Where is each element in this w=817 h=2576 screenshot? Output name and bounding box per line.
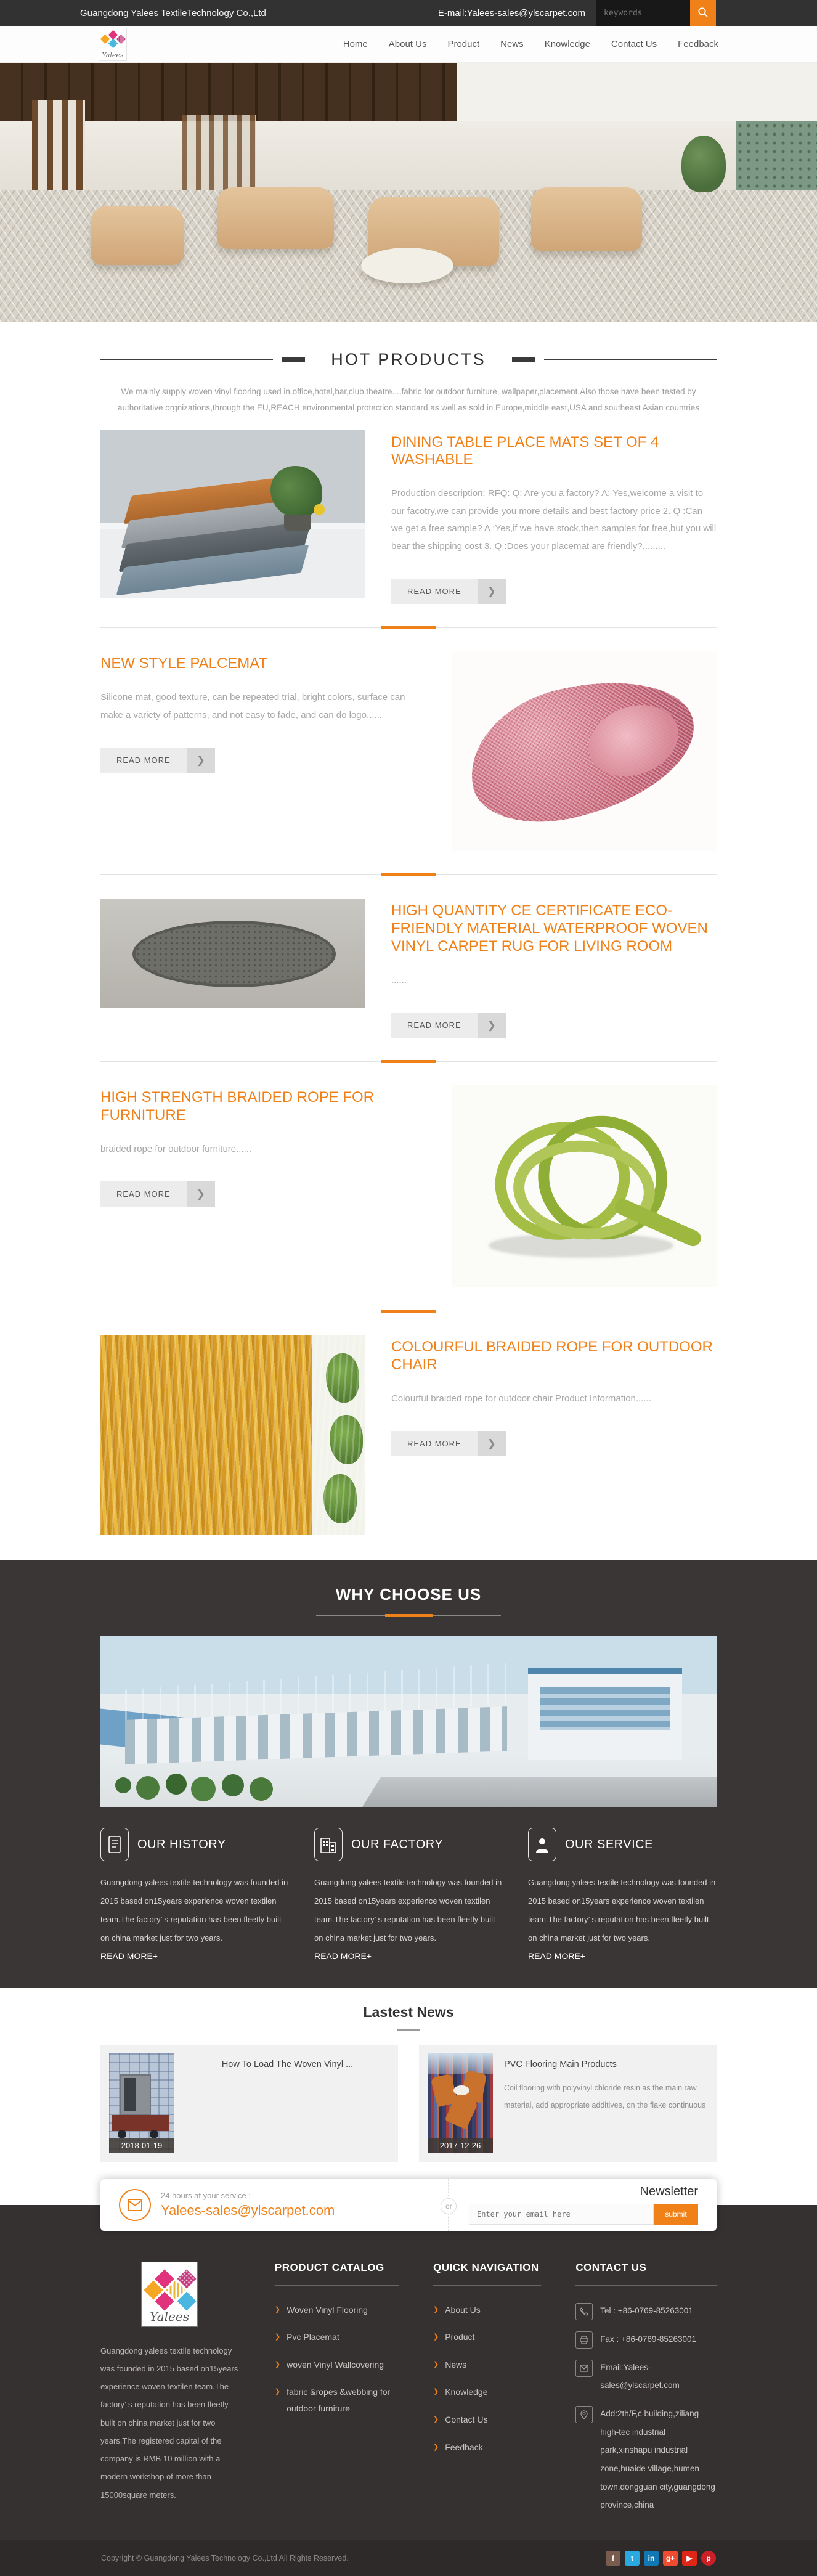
section-divider	[100, 626, 717, 629]
footer-link-label: News	[445, 2359, 467, 2370]
twitter-icon[interactable]: t	[625, 2551, 640, 2566]
copyright-bar	[0, 2540, 817, 2576]
header-email[interactable]: E-mail:Yalees-sales@ylscarpet.com	[437, 7, 585, 18]
product-info	[391, 430, 717, 605]
newsletter-email-input[interactable]	[469, 2204, 654, 2225]
chevron-right-icon: ❯	[433, 2388, 439, 2396]
service-label: 24 hours at your service :	[161, 2191, 251, 2201]
read-more-plus-link[interactable]: READ MORE+	[528, 1950, 585, 1961]
news-card[interactable]	[100, 2045, 398, 2162]
chevron-right-icon: ❯	[478, 579, 506, 604]
product-title[interactable]: DINING TABLE PLACE MATS SET OF 4 WASHABLE	[391, 433, 659, 468]
footer-link-woven-vinyl-wallcovering[interactable]	[275, 2357, 399, 2373]
nav-menu	[343, 39, 718, 49]
why-column-history	[100, 1828, 289, 1962]
footer-link-label: About Us	[445, 2304, 481, 2315]
why-column-factory	[314, 1828, 503, 1962]
product-title[interactable]: HIGH STRENGTH BRAIDED ROPE FOR FURNITURE	[100, 1089, 375, 1123]
logo-text: Yalees	[102, 51, 124, 59]
product-info	[391, 1335, 717, 1535]
footer-link-pvc-placemat[interactable]	[275, 2329, 399, 2346]
news-image-pvc-flooring	[428, 2053, 493, 2153]
latest-news-section	[0, 1988, 817, 2162]
footer-about-column	[100, 2262, 240, 2525]
latest-news-title: Lastest News	[363, 2003, 454, 2020]
why-column-text: Guangdong yalees textile technology was founded in 2015 based on15years experience woven textilen team.The factory’ s reputation has been fleetly built on china market just for two years.	[100, 1878, 288, 1942]
decor-line	[544, 359, 717, 360]
why-column-title: OUR SERVICE	[565, 1837, 653, 1851]
logo-diamond	[116, 34, 126, 44]
art-wheel	[150, 2130, 158, 2138]
product-image-green-braided-rope[interactable]	[452, 1085, 717, 1287]
copyright-text: Copyright © Guangdong Yalees Technology Co.,Ltd All Rights Reserved.	[101, 2554, 349, 2563]
contact-email-text[interactable]: Email:Yalees-sales@ylscarpet.com	[600, 2362, 680, 2391]
art-table	[453, 2085, 469, 2095]
nav-item-product[interactable]: Product	[447, 39, 480, 49]
read-more-button[interactable]	[100, 1181, 215, 1207]
top-bar	[0, 0, 817, 26]
product-row	[100, 651, 717, 851]
company-name: Guangdong Yalees TextileTechnology Co.,Ltd	[80, 7, 266, 18]
nav-item-home[interactable]: Home	[343, 39, 368, 49]
decor-dash	[282, 357, 305, 362]
product-row	[100, 1335, 717, 1535]
footer-product-catalog	[275, 2262, 399, 2525]
news-item-title[interactable]: How To Load The Woven Vinyl ...	[221, 2059, 354, 2069]
product-image-yellow-braided-rope[interactable]	[100, 1335, 365, 1535]
or-divider	[439, 2179, 458, 2231]
chevron-right-icon: ❯	[187, 748, 215, 773]
search-icon	[697, 7, 709, 20]
nav-item-contact-us[interactable]: Contact Us	[611, 39, 657, 49]
person-icon	[528, 1828, 556, 1861]
art-flower	[314, 504, 325, 515]
divider-accent	[381, 1060, 436, 1063]
chevron-right-icon: ❯	[433, 2305, 439, 2313]
product-description: Production description: RFQ: Q: Are you a factory? A: Yes,welcome a visit to our facotry,we can provide you more details and best factory price 2. Q :Can we get a free sample? A :Yes,if we have stock,then samples for free,but you will bear the shipping cost 3. Q :Does your placemat are friendly?.........	[391, 488, 717, 552]
product-title[interactable]: COLOURFUL BRAIDED ROPE FOR OUTDOOR CHAIR	[391, 1339, 713, 1373]
news-body	[185, 2053, 389, 2153]
footer-contact-us	[575, 2262, 717, 2525]
footer-columns	[100, 2262, 717, 2525]
topbar-right	[438, 0, 716, 26]
hot-products-header	[100, 350, 717, 369]
why-columns	[100, 1828, 717, 1962]
contact-tel	[575, 2302, 717, 2320]
footer-link-label: Product	[445, 2332, 475, 2342]
hot-products-title: HOT PRODUCTS	[331, 350, 486, 369]
section-divider	[100, 873, 717, 876]
read-more-button[interactable]	[100, 748, 215, 773]
section-divider	[100, 1310, 717, 1313]
product-description: ......	[391, 974, 407, 985]
news-card[interactable]	[419, 2045, 717, 2162]
footer-link-product[interactable]	[433, 2329, 541, 2346]
news-list	[100, 2045, 717, 2162]
chevron-right-icon: ❯	[187, 1181, 215, 1207]
news-date-badge: 2018-01-19	[109, 2138, 174, 2153]
why-column-title: OUR HISTORY	[137, 1837, 226, 1851]
why-column-service	[528, 1828, 717, 1962]
contact-email	[575, 2358, 717, 2395]
why-column-title: OUR FACTORY	[351, 1837, 444, 1851]
divider-accent	[381, 1310, 436, 1313]
news-image-loading-truck	[109, 2053, 174, 2153]
art-pot	[284, 515, 311, 531]
art-road	[362, 1777, 717, 1807]
hot-products-description: We mainly supply woven vinyl flooring used in office,hotel,bar,club,theatre...,fabric for outdoor furniture, wallpaper,placement.Also those have been tested by authoritative orgnizations,through the EU,REACH environmental protection standard.as well as sold in Europe,middle east,USA and southeast Asian countries	[117, 387, 700, 413]
newsletter-submit-button[interactable]: submit	[654, 2204, 698, 2225]
art-trees	[115, 1777, 131, 1793]
hero-banner	[0, 63, 817, 322]
product-image-pink-placemat[interactable]	[452, 651, 717, 851]
hero-white-ceiling	[457, 63, 817, 121]
newsletter-form	[469, 2204, 698, 2225]
product-image-vinyl-carpet-rug[interactable]	[100, 899, 365, 1008]
footer-link-label: Contact Us	[445, 2415, 488, 2425]
hero-sofa	[91, 206, 184, 265]
footer-link-label: Pvc Placemat	[287, 2332, 339, 2342]
hero-table	[361, 248, 453, 283]
footer-link-label: fabric &ropes &webbing for outdoor furniture	[287, 2387, 391, 2414]
main-nav	[0, 26, 817, 63]
social-links	[606, 2551, 716, 2566]
news-title-dash	[397, 2029, 420, 2031]
footer-link-label: Feedback	[445, 2442, 483, 2452]
product-image-dining-place-mats[interactable]	[100, 430, 365, 598]
newsletter-contact	[161, 2191, 335, 2219]
phone-icon	[575, 2303, 593, 2320]
service-email[interactable]: Yalees-sales@ylscarpet.com	[161, 2203, 335, 2219]
read-more-label: READ MORE	[391, 1013, 478, 1038]
facebook-icon[interactable]: f	[606, 2551, 620, 2566]
art-glass	[540, 1687, 670, 1730]
nav-item-about-us[interactable]: About Us	[388, 39, 427, 49]
contact-fax-text: Fax : +86-0769-85263001	[600, 2334, 696, 2344]
read-more-button[interactable]	[391, 579, 506, 604]
product-info	[100, 651, 426, 851]
why-choose-us-section	[0, 1560, 817, 1988]
read-more-button[interactable]	[391, 1431, 506, 1456]
product-row	[100, 899, 717, 1038]
envelope-icon	[119, 2189, 151, 2221]
why-column-text: Guangdong yalees textile technology was founded in 2015 based on15years experience woven textilen team.The factory’ s reputation has been fleetly built on china market just for two years.	[528, 1878, 716, 1942]
factory-icon	[314, 1828, 343, 1861]
art-leaf	[326, 1353, 359, 1403]
read-more-plus-link[interactable]: READ MORE+	[100, 1950, 158, 1961]
decor-line	[100, 359, 273, 360]
why-column-header	[100, 1828, 289, 1861]
news-body	[504, 2053, 708, 2153]
fax-icon	[575, 2331, 593, 2349]
logo-text: Yalees	[150, 2309, 189, 2324]
footer-link-feedback[interactable]	[433, 2439, 541, 2456]
mail-icon	[575, 2360, 593, 2377]
section-divider	[100, 1060, 717, 1063]
art-leaf	[330, 1415, 363, 1464]
product-description: Silicone mat, good texture, can be repeated trial, bright colors, surface can make a variety of patterns, and not easy to fade, and can do logo......	[100, 692, 405, 720]
search-input[interactable]	[596, 0, 690, 26]
chevron-right-icon: ❯	[274, 2360, 281, 2368]
footer-quick-navigation	[433, 2262, 541, 2525]
newsletter-bar	[100, 2179, 717, 2231]
product-info	[100, 1085, 426, 1287]
chevron-right-icon: ❯	[433, 2416, 439, 2424]
footer-title-line	[575, 2285, 717, 2286]
product-title[interactable]: HIGH QUANTITY CE CERTIFICATE ECO-FRIENDLY MATERIAL WATERPROOF WOVEN VINYL CARPET RUG FOR LIVING ROOM	[391, 902, 708, 955]
footer-column-title: QUICK NAVIGATION	[433, 2261, 539, 2273]
read-more-label: READ MORE	[391, 579, 478, 604]
search-button[interactable]	[690, 0, 716, 26]
hero-sofa	[217, 187, 334, 249]
chevron-right-icon: ❯	[433, 2443, 439, 2451]
footer-column-title: PRODUCT CATALOG	[274, 2261, 384, 2273]
footer-link-label: woven Vinyl Wallcovering	[287, 2359, 384, 2370]
contact-fax	[575, 2330, 717, 2349]
footer-link-fabric-ropes-webbing[interactable]	[275, 2384, 399, 2416]
read-more-label: READ MORE	[100, 748, 187, 773]
footer-link-news[interactable]	[433, 2357, 541, 2373]
search-box	[596, 0, 716, 26]
newsletter-form-area	[469, 2185, 698, 2225]
footer-link-contact-us[interactable]	[433, 2411, 541, 2428]
product-description: braided rope for outdoor furniture......	[100, 1143, 252, 1154]
location-icon	[575, 2406, 593, 2423]
chevron-right-icon: ❯	[433, 2360, 439, 2368]
chevron-right-icon: ❯	[274, 2305, 281, 2313]
footer-title-line	[433, 2285, 541, 2286]
linkedin-icon[interactable]: in	[644, 2551, 659, 2566]
site-logo[interactable]	[99, 28, 127, 61]
art-container-door	[124, 2078, 136, 2111]
chevron-right-icon: ❯	[433, 2333, 439, 2341]
footer-link-woven-vinyl-flooring[interactable]	[275, 2302, 399, 2318]
spacer	[0, 1535, 817, 1560]
contact-address-text: Add:2th/F,c building,ziliang high-tec industrial park,xinshapu industrial zone,huaide village,humen town,dongguan city,guangdong province,china	[600, 2409, 715, 2510]
divider-accent	[381, 626, 436, 629]
news-item-title[interactable]: PVC Flooring Main Products	[504, 2059, 617, 2069]
document-icon	[100, 1828, 129, 1861]
footer	[0, 2205, 817, 2541]
why-choose-us-title: WHY CHOOSE US	[335, 1585, 482, 1604]
footer-title-line	[275, 2285, 399, 2286]
art-oval-mat	[132, 921, 336, 987]
footer-link-label: Knowledge	[445, 2387, 488, 2397]
why-column-text: Guangdong yalees textile technology was founded in 2015 based on15years experience woven textilen team.The factory’ s reputation has been fleetly built on china market just for two years.	[314, 1878, 502, 1942]
hero-plant	[681, 136, 726, 192]
news-date-badge: 2017-12-26	[428, 2138, 493, 2153]
art-truck	[112, 2115, 169, 2131]
read-more-label: READ MORE	[100, 1181, 187, 1207]
chevron-right-icon: ❯	[274, 2333, 281, 2341]
product-description: Colourful braided rope for outdoor chair Product Information......	[391, 1393, 651, 1404]
read-more-label: READ MORE	[391, 1431, 478, 1456]
pinterest-icon[interactable]: p	[701, 2551, 716, 2566]
divider-accent	[385, 1614, 433, 1617]
art-leaf	[323, 1474, 357, 1523]
art-leaf-band	[312, 1335, 365, 1535]
footer-about-text: Guangdong yalees textile technology was founded in 2015 based on15years experience woven textilen team.The factory’ s reputation has been fleetly built on china market just for two years.The registered capital of the company is RMB 10 million with a modern workshop of more than 15000square meters.	[100, 2346, 238, 2500]
footer-column-title: CONTACT US	[575, 2261, 647, 2273]
chevron-right-icon: ❯	[478, 1431, 506, 1456]
product-row	[100, 430, 717, 605]
nav-item-feedback[interactable]: Feedback	[678, 39, 718, 49]
art-office-building	[528, 1668, 682, 1760]
chevron-right-icon: ❯	[478, 1013, 506, 1038]
why-underline	[316, 1614, 501, 1617]
footer-logo[interactable]	[141, 2262, 198, 2327]
decor-dash	[512, 357, 535, 362]
art-wheel	[118, 2130, 126, 2138]
footer-link-about-us[interactable]	[433, 2302, 541, 2318]
product-title[interactable]: NEW STYLE PALCEMAT	[100, 655, 268, 672]
read-more-plus-link[interactable]: READ MORE+	[314, 1950, 372, 1961]
why-column-header	[314, 1828, 503, 1861]
news-item-excerpt: Coil flooring with polyvinyl chloride resin as the main raw material, add appropriate additives, on the flake continuous	[504, 2083, 706, 2110]
why-column-header	[528, 1828, 717, 1861]
youtube-icon[interactable]: ▶	[682, 2551, 697, 2566]
nav-item-news[interactable]: News	[500, 39, 524, 49]
product-list	[100, 430, 717, 1535]
or-label: or	[441, 2198, 457, 2214]
read-more-button[interactable]	[391, 1013, 506, 1038]
newsletter-card	[100, 2179, 717, 2231]
factory-panorama-image	[100, 1636, 717, 1807]
art-window-light	[428, 2053, 493, 2074]
divider-accent	[381, 873, 436, 876]
nav-item-knowledge[interactable]: Knowledge	[544, 39, 590, 49]
product-info	[391, 899, 717, 1038]
contact-address	[575, 2405, 717, 2514]
newsletter-title: Newsletter	[640, 2185, 698, 2199]
footer-link-label: Woven Vinyl Flooring	[287, 2304, 368, 2315]
contact-tel-text: Tel : +86-0769-85263001	[600, 2305, 693, 2315]
footer-link-knowledge[interactable]	[433, 2384, 541, 2400]
google-plus-icon[interactable]: g+	[663, 2551, 678, 2566]
chevron-right-icon: ❯	[274, 2388, 281, 2396]
hero-sofa	[531, 187, 642, 251]
product-row	[100, 1085, 717, 1287]
